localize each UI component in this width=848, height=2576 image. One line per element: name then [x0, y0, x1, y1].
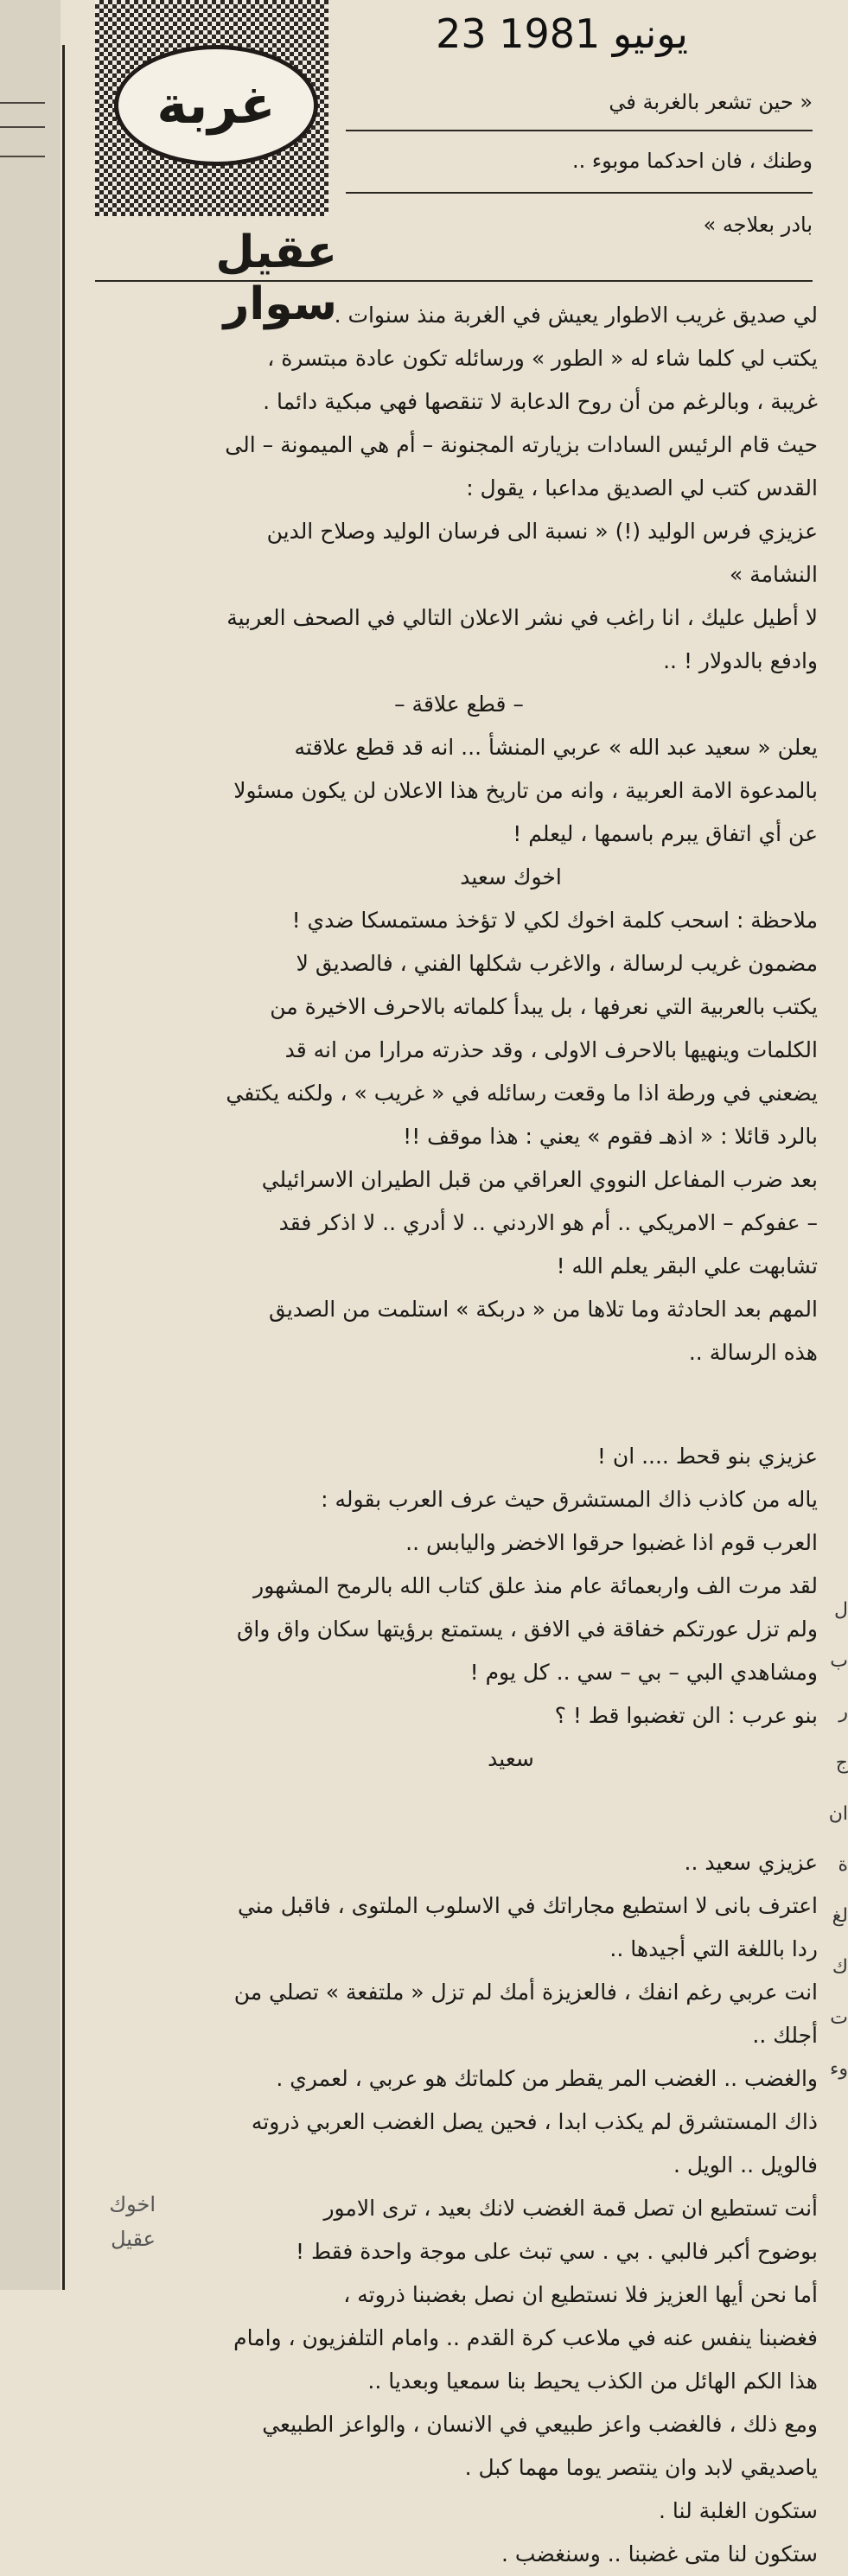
body-line: لي صديق غريب الاطوار يعيش في الغربة منذ سنوات .: [334, 303, 818, 328]
body-line: ردا باللغة التي أجيدها ..: [609, 1936, 818, 1961]
edge-fragment: ل: [834, 1599, 848, 1621]
edge-fragment: ك: [832, 1956, 848, 1978]
teaser-line: وطنك ، فان احدكما موبوء ..: [571, 149, 813, 173]
column-logo: [114, 45, 318, 166]
body-line: عن أي اتفاق يبرم باسمها ، ليعلم !: [513, 821, 818, 846]
body-line: غريبة ، وبالرغم من أن روح الدعابة لا تنقصها فهي مبكية دائما .: [263, 389, 818, 414]
closing-line: اخوك: [109, 2192, 156, 2216]
closing-line: عقيل: [111, 2227, 156, 2251]
body-line: وادفع بالدولار ! ..: [663, 648, 818, 673]
body-line: ومع ذلك ، فالغضب واعز طبيعي في الانسان ، والواعز الطبيعي: [262, 2412, 818, 2437]
body-line: بنو عرب : الن تغضبوا قط ! ؟: [554, 1703, 818, 1728]
body-line: ستكون لنا متى غضبنا .. وسنغضب .: [501, 2541, 818, 2566]
body-line: حيث قام الرئيس السادات بزيارته المجنونة – أم هي الميمونة – الى: [225, 432, 818, 457]
body-line: بالرد قائلا : « اذهـ فقوم » يعني : هذا موقف !!: [403, 1124, 818, 1149]
body-line: لا أطيل عليك ، انا راغب في نشر الاعلان التالي في الصحف العربية: [226, 605, 818, 630]
body-line: اعترف بانى لا استطيع مجاراتك في الاسلوب الملتوى ، فاقبل مني: [237, 1893, 818, 1918]
header-rule: [346, 192, 813, 194]
closing-signature: [86, 2187, 156, 2256]
letter-signature: سعيد: [488, 1746, 534, 1771]
ad-title: – قطع علاقة –: [394, 692, 524, 717]
body-line: يضعني في ورطة اذا ما وقعت رسائله في « غريب » ، ولكنه يكتفي: [226, 1081, 818, 1106]
body-line: ومشاهدي البي – بي – سي .. كل يوم !: [469, 1660, 818, 1685]
body-line: تشابهت علي البقر يعلم الله !: [556, 1253, 818, 1278]
body-line: ياصديقي لابد وان ينتصر يوما مهما كبل .: [464, 2455, 818, 2480]
edge-fragment: ان: [828, 1803, 848, 1825]
body-line: أجلك ..: [752, 2023, 818, 2048]
body-line: مضمون غريب لرسالة ، والاغرب شكلها الفني ، فالصديق لا: [296, 951, 818, 976]
body-line: العرب قوم اذا غضبوا حرقوا الاخضر واليابس ..: [405, 1530, 818, 1555]
body-line: أما نحن أيها العزيز فلا نستطيع ان نصل بغضبنا ذروته ،: [343, 2282, 818, 2307]
column-logo-text: غربة: [156, 75, 276, 136]
body-line: ياله من كاذب ذاك المستشرق حيث عرف العرب بقوله :: [321, 1487, 818, 1512]
body-line: ملاحظة : اسحب كلمة اخوك لكي لا تؤخذ مستمسكا ضدي !: [291, 908, 818, 933]
body-line: فالويل .. الويل .: [673, 2152, 818, 2177]
body-line: بوضوح أكبر فالبي . بي . سي تبث على موجة واحدة فقط !: [295, 2239, 818, 2264]
body-line: يكتب بالعربية التي نعرفها ، بل يبدأ كلماته بالاحرف الاخيرة من: [270, 994, 818, 1019]
body-line: والغضب .. الغضب المر يقطر من كلماتك هو عربي ، لعمري .: [276, 2066, 818, 2091]
body-line: عزيزي فرس الوليد (!) « نسبة الى فرسان الوليد وصلاح الدين: [266, 519, 818, 544]
body-line: عزيزي بنو قحط .... ان !: [596, 1444, 818, 1469]
body-line: بالمدعوة الامة العربية ، وانه من تاريخ هذا الاعلان لن يكون مسئولا: [233, 778, 818, 803]
body-line: لقد مرت الف واربعمائة عام منذ علق كتاب الله بالرمح المشهور: [253, 1573, 818, 1598]
edge-fragment: ر: [838, 1701, 848, 1723]
column-border: [62, 45, 65, 2290]
body-line: ستكون الغلبة لنا .: [659, 2498, 818, 2523]
author-byline: عقيل سوار: [215, 226, 337, 330]
body-line: – عفوكم – الامريكي .. أم هو الاردني .. لا أدري .. لا اذكر فقد: [278, 1210, 818, 1235]
teaser-line: « حين تشعر بالغربة في: [609, 90, 813, 114]
header-rule: [95, 280, 813, 282]
body-line: يعلن « سعيد عبد الله » عربي المنشأ ... انه قد قطع علاقته: [294, 735, 818, 760]
body-line: بعد ضرب المفاعل النووي العراقي من قبل الطيران الاسرائيلي: [261, 1167, 818, 1192]
body-line: انت عربي رغم انفك ، فالعزيزة أمك لم تزل « ملتفعة » تصلي من: [233, 1980, 818, 2005]
body-line: النشامة »: [729, 562, 818, 587]
body-line: أنت تستطيع ان تصل قمة الغضب لانك بعيد ، ترى الامور: [323, 2196, 818, 2221]
body-line: ولم تزل عورتكم خفاقة في الافق ، يستمتع برؤيتها سكان واق واق: [236, 1616, 818, 1642]
edge-fragment: ت: [830, 2007, 848, 2029]
body-line: القدس كتب لي الصديق مداعبا ، يقول :: [466, 475, 818, 501]
body-line: عزيزي سعيد ..: [684, 1850, 818, 1875]
edge-fragment: ج: [835, 1752, 848, 1774]
letter-signature: اخوك سعيد: [460, 864, 562, 889]
body-line: هذه الرسالة ..: [688, 1340, 818, 1365]
edge-fragment: ب: [830, 1650, 848, 1672]
body-line: يكتب لي كلما شاء له « الطور » ورسائله تكون عادة مبتسرة ،: [267, 346, 818, 371]
adjacent-column-fragments: [827, 1599, 848, 2161]
adjacent-page-strip: [0, 0, 61, 2290]
article-body: [100, 294, 818, 2576]
body-line: الكلمات وينهيها بالاحرف الاولى ، وقد حذرته مرارا من انه قد: [284, 1037, 818, 1062]
body-line: المهم بعد الحادثة وما تلاها من « دربكة » استلمت من الصديق: [269, 1297, 818, 1322]
body-line: فغضبنا ينفس عنه في ملاعب كرة القدم .. وامام التلفزيون ، وامام: [233, 2325, 818, 2350]
edge-fragment: لغ: [832, 1905, 848, 1927]
teaser-line: بادر بعلاجه »: [703, 213, 813, 237]
edge-fragment: ة: [838, 1854, 848, 1876]
header-rule: [346, 130, 813, 131]
edge-fragment: وء: [830, 2058, 848, 2080]
publication-date: 23 يونيو 1981: [436, 10, 688, 57]
body-line: هذا الكم الهائل من الكذب يحيط بنا سمعيا وبعديا ..: [367, 2369, 818, 2394]
body-line: ذاك المستشرق لم يكذب ابدا ، فحين يصل الغضب العربي ذروته: [251, 2109, 818, 2134]
